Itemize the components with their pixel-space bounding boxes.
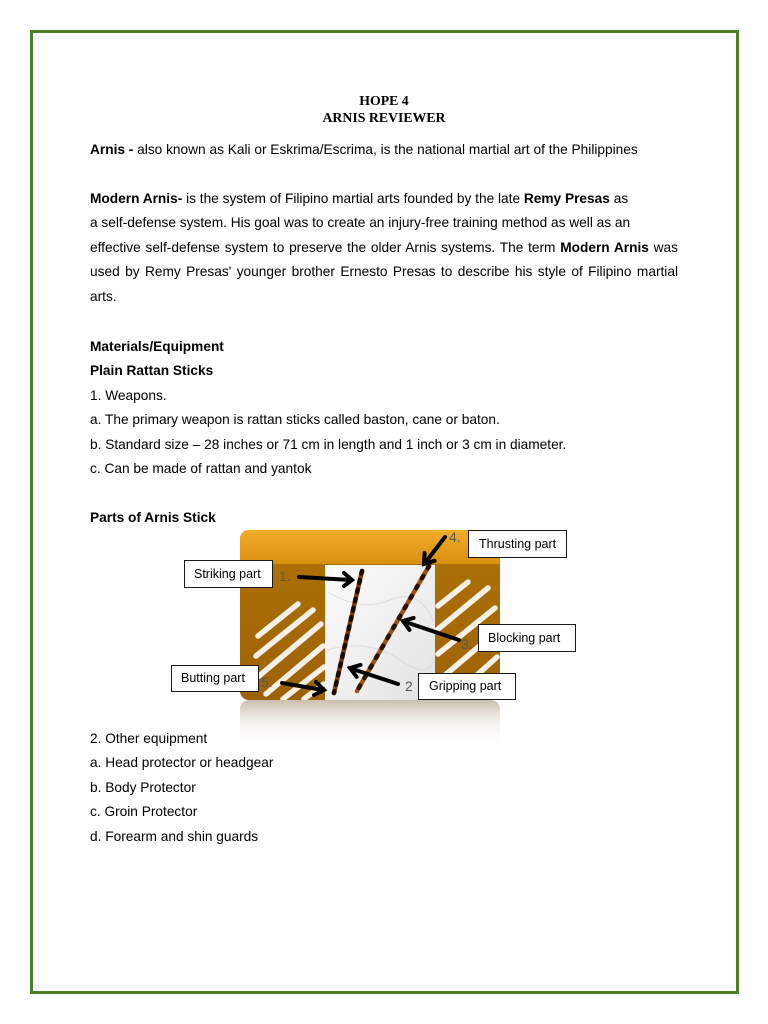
- modern-arnis-paragraph: [90, 187, 690, 310]
- number-striking-part: 1.: [279, 568, 291, 584]
- list-item: b. Body Protector: [90, 779, 196, 795]
- title-reviewer: ARNIS REVIEWER: [322, 109, 446, 125]
- label-thrusting-part: Thrusting part: [468, 530, 567, 558]
- parts-heading: Parts of Arnis Stick: [90, 509, 216, 525]
- other-equipment-section: [90, 727, 690, 850]
- list-item: b. Standard size – 28 inches or 71 cm in length and 1 inch or 3 cm in diameter.: [90, 436, 567, 452]
- materials-heading: Materials/Equipment: [90, 338, 224, 354]
- paragraph-text: was: [653, 239, 679, 255]
- number-gripping-part: 2: [405, 678, 413, 694]
- founder-name: Remy Presas: [523, 190, 610, 206]
- label-butting-part: Butting part: [171, 665, 259, 692]
- arnis-definition-text: also known as Kali or Eskrima/Escrima, is the national martial art of the Philippines: [137, 141, 638, 157]
- list-item: 1. Weapons.: [90, 387, 167, 403]
- paragraph-text: is the system of Filipino martial arts founded by the late: [186, 190, 521, 206]
- other-equipment-heading: 2. Other equipment: [90, 730, 208, 746]
- list-item: a. The primary weapon is rattan sticks called baston, cane or baton.: [90, 412, 500, 428]
- list-item: c. Groin Protector: [90, 804, 198, 820]
- list-item: c. Can be made of rattan and yantok: [90, 461, 312, 477]
- paragraph-line: a self-defense system. His goal was to create an injury-free training method as well as an: [90, 215, 631, 231]
- paragraph-line: arts.: [90, 288, 117, 304]
- paragraph-line: [90, 187, 690, 212]
- title-course: HOPE 4: [359, 92, 409, 108]
- paragraph-text: as: [613, 190, 629, 206]
- number-thrusting-part: 4.: [449, 529, 461, 545]
- paragraph-text: effective self-defense system to preserve the older Arnis systems. The term: [90, 239, 556, 255]
- arnis-definition-line: [90, 138, 690, 163]
- paragraph-line: used by Remy Presas' younger brother Ernesto Presas to describe his style of Filipino martial: [90, 264, 678, 280]
- modern-arnis-term: Modern Arnis-: [90, 190, 183, 206]
- materials-section: [90, 335, 690, 482]
- number-butting-part: 5.: [261, 674, 273, 690]
- label-gripping-part: Gripping part: [418, 673, 516, 700]
- document-title: [0, 92, 768, 126]
- list-item: a. Head protector or headgear: [90, 755, 274, 771]
- arnis-term: Arnis -: [90, 141, 134, 157]
- list-item: d. Forearm and shin guards: [90, 828, 259, 844]
- paragraph-line: [90, 236, 678, 261]
- plain-rattan-sticks-heading: Plain Rattan Sticks: [90, 363, 214, 379]
- modern-arnis-term: Modern Arnis: [560, 239, 649, 255]
- label-striking-part: Striking part: [184, 560, 273, 588]
- label-blocking-part: Blocking part: [478, 624, 576, 652]
- number-blocking-part: 3.: [461, 636, 473, 652]
- arnis-definition: [90, 138, 690, 163]
